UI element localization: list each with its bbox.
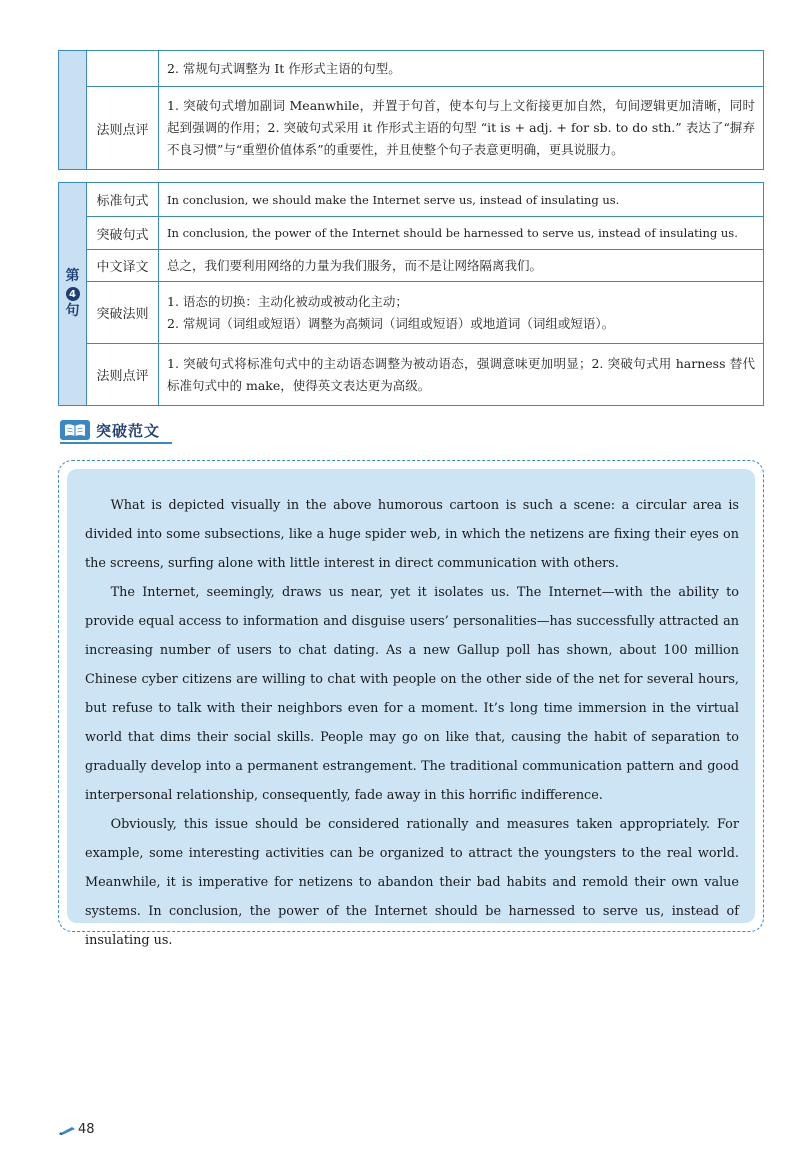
table-row bbox=[87, 344, 763, 405]
analysis-table-sentence-3 bbox=[58, 50, 764, 170]
row-value bbox=[159, 217, 763, 249]
row-label: 中文译文 bbox=[87, 250, 159, 281]
table-rows bbox=[87, 51, 763, 169]
row-text: 2. 常规句式调整为 It 作形式主语的句型。 bbox=[167, 60, 401, 76]
sentence-number-badge: 4 bbox=[66, 287, 80, 301]
table-row bbox=[87, 217, 763, 250]
table-side-column bbox=[59, 183, 87, 405]
section-title: 突破范文 bbox=[96, 421, 161, 440]
row-value bbox=[159, 51, 763, 86]
model-essay-frame bbox=[58, 460, 764, 948]
page-number: 48 bbox=[78, 1122, 95, 1137]
model-essay bbox=[67, 469, 755, 948]
essay-paragraph: What is depicted visually in the above humorous cartoon is such a scene: a circular area is divided into some subsections, like a huge spider web, in which the netizens are fixing their eyes on the screens, surfing alone with little interest in direct communication with others. bbox=[85, 498, 739, 571]
side-label-bottom: 句 bbox=[65, 303, 80, 319]
row-text: In conclusion, the power of the Internet should be harnessed to serve us, instead of insulating us. bbox=[167, 226, 738, 240]
table-rows bbox=[87, 183, 763, 405]
row-text: 2. 常规词（词组或短语）调整为高频词（词组或短语）或地道词（词组或短语）。 bbox=[167, 315, 615, 331]
row-label: 标准句式 bbox=[87, 183, 159, 216]
essay-paragraph: Obviously, this issue should be considered rationally and measures taken appropriately. For example, some interesting activities can be organized to attract the youngsters to the real world. Meanwhile, it is imperative for netizens to abandon their bad habits and remold their own value systems. In conclusion, the power of the Internet should be harnessed to serve us, instead of insulating us. bbox=[85, 817, 739, 948]
table-row bbox=[87, 87, 763, 169]
row-text: 1. 语态的切换：主动化被动或被动化主动； bbox=[167, 293, 408, 309]
row-text: 总之，我们要利用网络的力量为我们服务，而不是让网络隔离我们。 bbox=[167, 257, 543, 273]
section-heading bbox=[60, 418, 160, 442]
table-row bbox=[87, 250, 763, 282]
row-value bbox=[159, 87, 763, 169]
open-book-icon bbox=[60, 420, 90, 440]
table-row bbox=[87, 183, 763, 217]
row-text: 1. 突破句式将标准句式中的主动语态调整为被动语态，强调意味更加明显；2. 突破句式用 harness 替代标准句式中的 make，使得英文表达更为高级。 bbox=[167, 355, 755, 393]
pencil-icon bbox=[58, 1120, 76, 1139]
sentence-number-label bbox=[66, 268, 80, 320]
row-text: In conclusion, we should make the Internet serve us, instead of insulating us. bbox=[167, 192, 620, 207]
essay-paragraph: The Internet, seemingly, draws us near, yet it isolates us. The Internet—with the ability to provide equal access to information and disguise users’ personalities—has successfully attracted an increasing number of users to chat dating. As a new Gallup poll has shown, about 100 million Chinese cyber citizens are willing to chat with people on the other side of the net for several hours, but refuse to talk with their neighbors even for a moment. It’s long time immersion in the virtual world that dims their social skills. People may go on like that, causing the habit of separation to gradually develop into a permanent estrangement. The traditional communication pattern and good interpersonal relationship, consequently, fade away in this horrific indifference. bbox=[85, 585, 739, 803]
row-label: 突破句式 bbox=[87, 217, 159, 249]
table-side-column bbox=[59, 51, 87, 169]
page-footer bbox=[58, 1120, 95, 1139]
row-label: 法则点评 bbox=[87, 87, 159, 169]
side-label-top: 第 bbox=[65, 268, 80, 284]
row-text: 1. 突破句式增加副词 Meanwhile，并置于句首，使本句与上文衔接更加自然，句间逻辑更加清晰，同时起到强调的作用；2. 突破句式采用 it 作形式主语的句型 “it is + adj. + for sb. to do sth.” 表达了“摒弃不良习惯”与“重塑价值体系”的重要性，并且使整个句子表意更明确，更具说服力。 bbox=[167, 98, 755, 157]
heading-underline bbox=[60, 442, 172, 444]
row-value bbox=[159, 183, 763, 216]
table-row bbox=[87, 51, 763, 87]
row-label bbox=[87, 51, 159, 86]
row-label: 突破法则 bbox=[87, 282, 159, 343]
row-value bbox=[159, 344, 763, 405]
row-value bbox=[159, 250, 763, 281]
analysis-table-sentence-4 bbox=[58, 182, 764, 406]
row-label: 法则点评 bbox=[87, 344, 159, 405]
table-row bbox=[87, 282, 763, 344]
row-value bbox=[159, 282, 763, 343]
